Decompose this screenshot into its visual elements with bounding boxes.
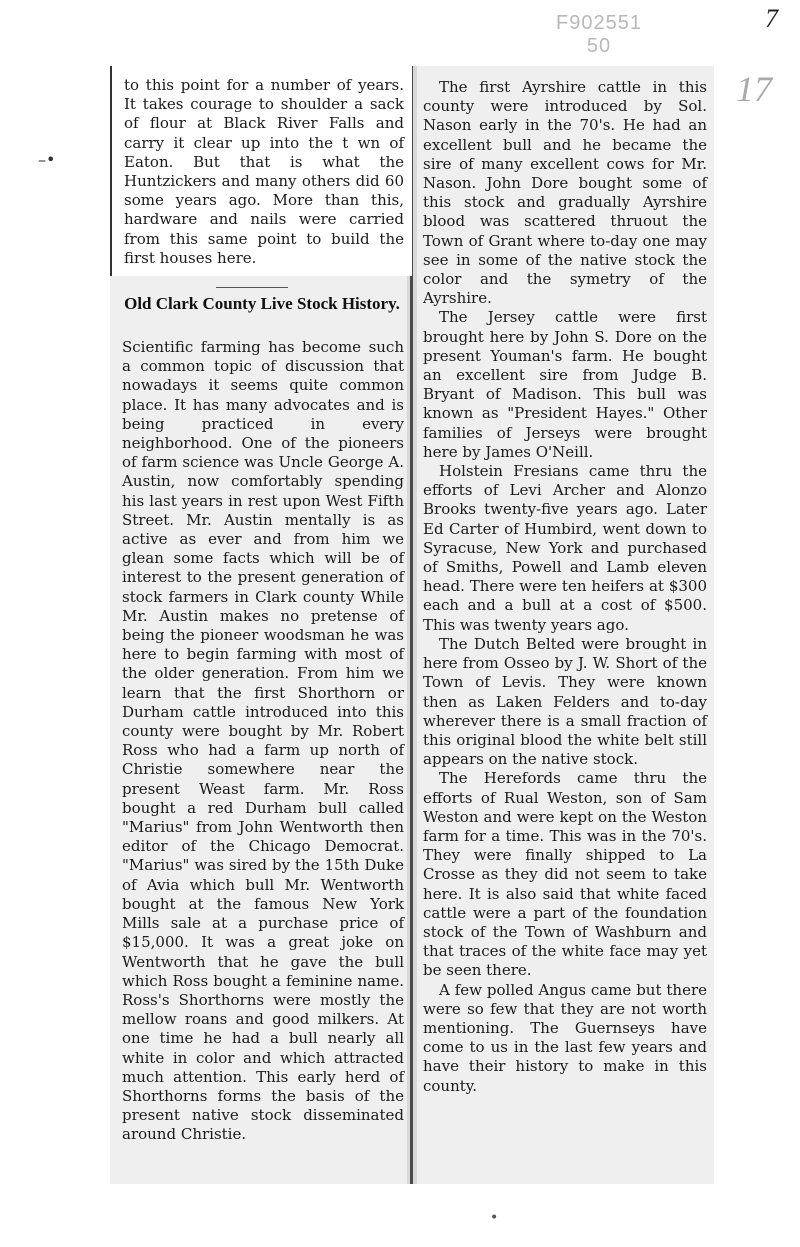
jersey-paragraph: The Jersey cattle were first brought here by John S. Dore on the present Youman's farm. He bought an excellent sire from Judge B. Bryant of Madison. This bull was known as "President Hayes." Other families of Jerseys were brought here by James O'Neill. [423, 308, 707, 461]
angus-guernsey-paragraph: A few polled Angus came but there were so few that they are not worth mentioning. The Guernseys have come to us in the last few years and have their history to make in this county. [423, 980, 707, 1095]
holstein-paragraph: Holstein Fresians came thru the efforts of Levi Archer and Alonzo Brooks twenty-five years ago. Later Ed Carter of Humbird, went down to Syracuse, New York and purchased of Smiths, Powell and Lamb eleven head. There were ten heifers at $300 each and a bull at a cost of $500. This was twenty years ago. [423, 462, 707, 634]
archive-stamp [556, 12, 642, 58]
lead-paragraph-box [110, 66, 412, 276]
page-number: 7 [765, 4, 778, 33]
archive-stamp-id: F902551 [556, 12, 642, 34]
margin-dash-mark: –• [38, 150, 56, 169]
dutch-belted-paragraph: The Dutch Belted were brought in here from Osseo by J. W. Short of the Town of Levis. They were known then as Laken Felders and to-day wherever there is a small fraction of this original blood the white belt still appears on the native stock. [423, 634, 707, 769]
margin-annotation: 17 [736, 69, 772, 109]
archive-stamp-number: 50 [586, 35, 612, 57]
ayrshire-paragraph: The first Ayrshire cattle in this county were introduced by Sol. Nason early in the 70's. He had an excellent bull and he became the sire of many excellent cows for Mr. Nason. John Dore bought some of this stock and gradually Ayrshire blood was scattered thruout the Town of Grant where to-day one may see in some of the native stock the color and the symetry of the Ayrshire. [423, 78, 707, 308]
left-article-text: Scientific farming has become such a common topic of discussion that nowadays it seems quite common place. It has many advocates and is being practiced in every neighborhood. One of the pioneers of farm science was Uncle George A. Austin, now comfortably spending his last years in rest upon West Fifth Street. Mr. Austin mentally is as active as ever and from him we glean some facts which will be of interest to the present generation of stock farmers in Clark county While Mr. Austin makes no pretense of being the pioneer woodsman he was here to begin farming with most of the older generation. From him we learn that the first Shorthorn or Durham cattle introduced into this county were bought by Mr. Robert Ross who had a farm up north of Christie somewhere near the present Weast farm. Mr. Ross bought a red Durham bull called "Marius" from John Wentworth then editor of the Chicago Democrat. "Marius" was sired by the 15th Duke of Avia which bull Mr. Wentworth bought at the famous New York Mills sale at a purchase price of $15,000. It was a great joke on Wentworth that he gave the bull which Ross bought a feminine name. Ross's Shorthorns were mostly the mellow roans and good milkers. At one time he had a bull nearly all white in color and which attracted much attention. This early herd of Shorthorns forms the basis of the present native stock disseminated around Christie. [122, 338, 404, 1144]
headline-rule [216, 287, 288, 288]
hereford-paragraph: The Herefords came thru the efforts of Rual Weston, son of Sam Weston and were kept on the Weston farm for a time. This was in the 70's. They were finally shipped to La Crosse as they did not seem to take here. It is also said that white faced cattle were a part of the foundation stock of the Town of Washburn and that traces of the white face may yet be seen there. [423, 769, 707, 980]
newspaper-clipping [110, 66, 714, 1184]
lead-paragraph: to this point for a number of years. It takes courage to shoulder a sack of flour at Black River Falls and carry it clear up into the t wn of Eaton. But that is what the Huntzickers and many others did 60 some years ago. More than this, hardware and nails were carried from this same point to build the first houses here. [124, 76, 404, 267]
footer-dot-mark: • [490, 1210, 499, 1226]
right-article-text [423, 78, 707, 1096]
article-headline: Old Clark County Live Stock History. [124, 294, 400, 313]
